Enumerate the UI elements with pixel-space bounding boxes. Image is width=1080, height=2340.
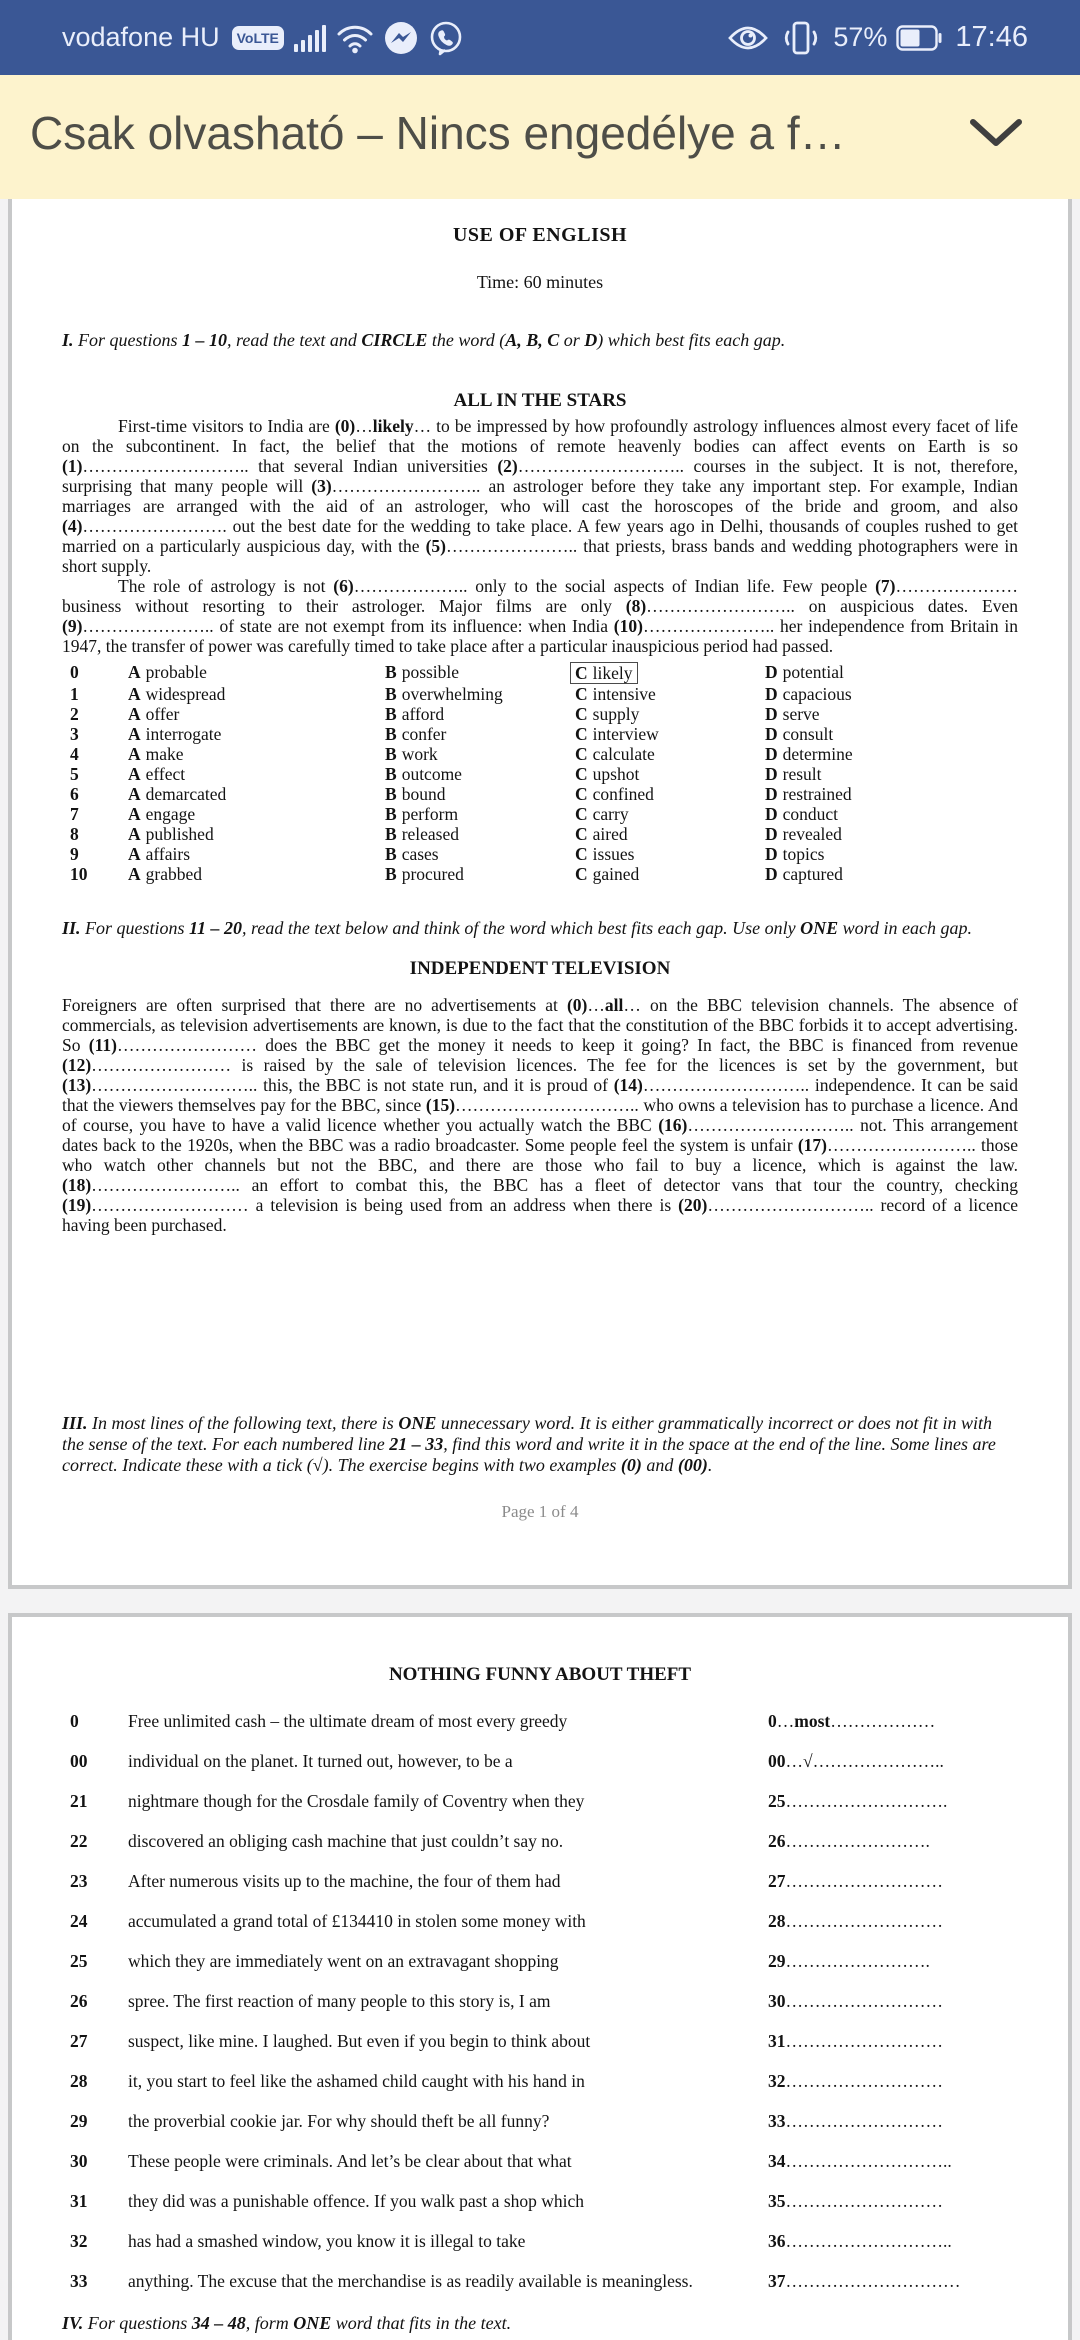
option-b[interactable] [385,864,575,884]
volte-badge: VoLTE [232,26,284,50]
gap-paragraph-2: The role of astrology is not (6)……………….. only to the social aspects of Indian life. Few people (7)………………… business without resorting to their astrologer. Major films are only (8)…………………….. on auspicious dates. Even (9)………………….. of state are not exempt from its influence: when India (10)………………….. her independence from Britain in 1947, the transfer of power was carefully timed to take place after a particular inauspicious period had passed. [62,576,1018,656]
option-word: result [782,764,822,784]
viber-icon [428,20,464,56]
option-letter: D [765,704,778,724]
line-text: has had a smashed window, you know it is illegal to take [128,2231,526,2251]
option-row [62,724,1018,744]
option-letter: C [575,684,588,704]
option-letter: A [128,704,141,724]
option-word: consult [782,724,834,744]
line-number: 32 [70,2231,88,2251]
option-word: likely [592,663,633,683]
option-d[interactable] [765,784,1018,804]
row-number: 1 [70,684,79,704]
option-word: grabbed [145,864,203,884]
section1-heading: ALL IN THE STARS [453,390,627,411]
option-d[interactable] [765,844,1018,864]
circled-answer [570,662,638,684]
option-d[interactable] [765,824,1018,844]
readonly-banner[interactable] [0,75,1080,199]
option-word: interrogate [145,724,222,744]
option-letter: D [765,684,778,704]
answer-blank[interactable]: 30……………………… [768,1991,943,2011]
line-text: After numerous visits up to the machine, the four of them had [128,1871,561,1891]
option-word: affairs [145,844,191,864]
row-number: 8 [70,824,79,844]
option-a[interactable] [128,744,385,764]
option-word: calculate [592,744,655,764]
option-word: carry [592,804,629,824]
option-letter: A [128,804,141,824]
exercise-row [62,1751,1018,1791]
answer-blank[interactable]: 35……………………… [768,2191,943,2211]
row-number: 9 [70,844,79,864]
exercise-row [62,1991,1018,2031]
line-text: individual on the planet. It turned out, however, to be a [128,1751,513,1771]
row-number: 2 [70,704,79,724]
option-word: demarcated [145,784,227,804]
line-number: 23 [70,1871,88,1891]
line-number: 33 [70,2271,88,2291]
document-page-1 [8,199,1072,1589]
option-letter: B [385,764,397,784]
option-word: upshot [592,764,640,784]
row-number: 10 [70,864,88,884]
messenger-icon [383,20,419,56]
line-text: spree. The first reaction of many people to this story is, I am [128,1991,551,2011]
battery-icon [896,25,942,51]
option-word: intensive [592,684,656,704]
row-number: 6 [70,784,79,804]
exercise-row [62,1951,1018,1991]
option-d[interactable] [765,864,1018,884]
option-d[interactable] [765,704,1018,724]
option-word: revealed [782,824,842,844]
line-number: 27 [70,2031,88,2051]
row-number: 7 [70,804,79,824]
option-letter: A [128,824,141,844]
option-word: perform [401,804,459,824]
exercise-row [62,1791,1018,1831]
option-letter: D [765,844,778,864]
line-number: 26 [70,1991,88,2011]
document-page-2 [8,1613,1072,2340]
option-c[interactable] [575,684,765,704]
option-word: procured [401,864,464,884]
option-d[interactable] [765,804,1018,824]
status-bar-right [727,20,1028,56]
signal-icon [293,22,327,54]
option-row [62,804,1018,824]
section2-instruction: II. For questions 11 – 20, read the text below and think of the word which best fits each gap. Use only ONE word in each gap. [62,918,972,938]
option-word: overwhelming [401,684,503,704]
eye-icon [727,23,769,53]
answer-blank[interactable]: 26……………………. [768,1831,930,1851]
clock: 17:46 [955,21,1028,53]
option-b[interactable] [385,724,575,744]
line-number: 00 [70,1751,88,1771]
option-word: outcome [401,764,462,784]
option-word: captured [782,864,843,884]
option-word: confer [401,724,447,744]
option-c-circled[interactable] [575,662,765,684]
option-word: work [401,744,438,764]
exercise-row [62,1831,1018,1871]
option-c[interactable] [575,724,765,744]
exercise-row [62,1871,1018,1911]
option-word: possible [401,662,460,682]
option-c[interactable] [575,704,765,724]
battery-percent: 57% [833,22,888,52]
line-text: it, you start to feel like the ashamed child caught with his hand in [128,2071,585,2091]
section1-instruction: I. For questions 1 – 10, read the text and CIRCLE the word (A, B, C or D) which best fits each gap. [62,330,786,350]
option-letter: B [385,844,397,864]
option-word: released [401,824,460,844]
option-letter: C [575,724,588,744]
option-letter: A [128,684,141,704]
option-b[interactable] [385,784,575,804]
option-word: conduct [782,804,839,824]
option-b[interactable] [385,684,575,704]
option-letter: C [575,804,588,824]
option-row [62,824,1018,844]
option-a[interactable] [128,784,385,804]
option-word: determine [782,744,853,764]
line-number: 0 [70,1711,79,1731]
option-letter: D [765,784,778,804]
option-letter: B [385,744,397,764]
option-letter: B [385,804,397,824]
option-letter: B [385,684,397,704]
option-d[interactable] [765,684,1018,704]
line-text: they did was a punishable offence. If you walk past a shop which [128,2191,585,2211]
line-text: discovered an obliging cash machine that just couldn’t say no. [128,1831,564,1851]
option-letter: C [575,864,588,884]
option-word: confined [592,784,654,804]
option-letter: B [385,724,397,744]
section3-heading: NOTHING FUNNY ABOUT THEFT [388,1664,692,1685]
line-text: the proverbial cookie jar. For why should theft be all funny? [128,2111,550,2131]
banner-title: Csak olvasható – Nincs engedélye a f… [30,107,846,159]
option-letter: D [765,804,778,824]
line-number: 22 [70,1831,88,1851]
option-letter: B [385,824,397,844]
option-word: cases [401,844,439,864]
option-word: afford [401,704,445,724]
line-number: 28 [70,2071,88,2091]
line-number: 29 [70,2111,88,2131]
vibrate-icon [778,20,824,56]
exercise-row [62,2071,1018,2111]
option-letter: B [385,704,397,724]
option-a[interactable] [128,824,385,844]
option-word: topics [782,844,825,864]
option-c[interactable] [575,804,765,824]
option-letter: C [575,663,588,683]
option-a[interactable] [128,844,385,864]
section4-instruction: IV. For questions 34 – 48, form ONE word that fits in the text. [62,2313,512,2333]
option-a[interactable] [128,864,385,884]
wifi-icon [336,22,374,54]
line-number: 21 [70,1791,88,1811]
option-b[interactable] [385,804,575,824]
answer-blank[interactable]: 25………………………. [768,1791,948,1811]
option-c[interactable] [575,784,765,804]
option-a[interactable] [128,684,385,704]
answer-blank[interactable]: 34……………………….. [768,2151,952,2171]
option-a[interactable] [128,662,385,684]
option-word: bound [401,784,446,804]
option-row [62,704,1018,724]
option-letter: B [385,784,397,804]
exercise-row [62,2151,1018,2191]
page1-content [12,225,1068,1522]
option-word: widespread [145,684,226,704]
option-letter: D [765,724,778,744]
option-c[interactable] [575,824,765,844]
option-a[interactable] [128,804,385,824]
option-b[interactable] [385,824,575,844]
option-d[interactable] [765,724,1018,744]
row-number: 3 [70,724,79,744]
row-number: 0 [70,662,79,682]
exercise-row [62,2231,1018,2271]
page-footer: Page 1 of 4 [501,1502,579,1521]
option-a[interactable] [128,724,385,744]
page2-content [12,1665,1068,2334]
option-d[interactable] [765,764,1018,784]
section2-heading: INDEPENDENT TELEVISION [409,958,671,979]
option-word: issues [592,844,635,864]
gap-paragraph-bbc: Foreigners are often surprised that there are no advertisements at (0)…all… on the BBC television channels. The absence of commercials, as television advertisements are known, is due to the fact that the constitution of the BBC forbids it to accept advertising. So (11)…………………… does the BBC get the money it needs to keep it going? In fact, the BBC is financed from revenue (12)…………………… is raised by the sale of television licences. The fee for the licences is set by the government, but (13)……………………….. this, the BBC is not state run, and it is proud of (14)……………………….. independence. It can be said that the viewers themselves pay for the BBC, since (15)………………………….. who owns a television has to purchase a licence. And of course, you have to have a valid licence whether you actually watch the BBC (16)……………………….. not. This arrangement dates back to the 1920s, when the BBC was a radio broadcaster. Some people feel the system is unfair (17)…………………….. those who watch other channels but not the BBC, and there are those who fail to buy a licence, which is against the law. (18)…………………….. an effort to combat this, the BBC has a fleet of detector vans that tour the country, checking (19)……………………… a television is being used from an address when there is (20)……………………….. record of a licence having been purchased. [62,995,1019,1235]
option-d[interactable] [765,744,1018,764]
line-number: 25 [70,1951,88,1971]
option-b[interactable] [385,744,575,764]
answer-blank[interactable]: 00…√………………….. [768,1751,944,1771]
option-a[interactable] [128,764,385,784]
answer-blank[interactable]: 31……………………… [768,2031,943,2051]
exercise-row [62,2031,1018,2071]
section3-instruction: III. In most lines of the following text, there is ONE unnecessary word. It is either grammatically incorrect or does not fit in with the sense of the text. For each numbered line 21 – 33, find this word and write it in the space at the end of the line. Some lines are correct. Indicate these with a tick (√). The exercise begins with two examples (0) and (00). [62,1413,996,1475]
option-a[interactable] [128,704,385,724]
option-letter: A [128,662,141,682]
answer-blank[interactable]: 0…most……………… [768,1711,936,1731]
line-text: anything. The excuse that the merchandise is as readily available is meaningless. [128,2271,693,2291]
exercise-row [62,2111,1018,2151]
option-word: interview [592,724,659,744]
option-letter: D [765,864,778,884]
option-letter: B [385,864,397,884]
line-number: 30 [70,2151,88,2171]
answer-blank[interactable]: 33……………………… [768,2111,943,2131]
line-text: These people were criminals. And let’s be clear about that what [128,2151,572,2171]
answer-blank[interactable]: 32……………………… [768,2071,943,2091]
time-limit: Time: 60 minutes [476,272,604,292]
line-text: Free unlimited cash – the ultimate dream of most every greedy [128,1711,568,1731]
gap-paragraph-1: First-time visitors to India are (0)…likely… to be impressed by how profoundly astrology influences almost every facet of life on the subcontinent. In fact, the belief that the motions of remote heavenly bodies can affect events on Earth is so (1)……………………….. that several Indian universities (2)……………………….. courses in the subject. It is not, therefore, surprising that many people will (3)…………………….. an astrologer before they take any important step. For example, Indian marriages are arranged with the aid of an astrologer, who will cast the horoscopes of the bride and groom, and also (4)……………………. out the best date for the wedding to take place. A few years ago in Delhi, thousands of couples rushed to get married on a particularly auspicious day, with the (5)………………….. that priests, brass bands and wedding photographers were in short supply. [62,416,1018,576]
option-row [62,864,1018,884]
line-text: nightmare though for the Crosdale family of Coventry when they [128,1791,585,1811]
answer-blank[interactable]: 29……………………. [768,1951,930,1971]
option-word: aired [592,824,628,844]
option-word: serve [782,704,820,724]
option-b[interactable] [385,844,575,864]
line-number: 24 [70,1911,88,1931]
option-word: supply [592,704,640,724]
option-letter: A [128,784,141,804]
options-table [62,662,1018,884]
answer-blank[interactable]: 36……………………….. [768,2231,952,2251]
option-letter: A [128,864,141,884]
status-bar [0,0,1080,75]
answer-blank[interactable]: 37………………………… [768,2271,961,2291]
exercise-table [62,1711,1018,2311]
option-letter: D [765,744,778,764]
option-letter: D [765,824,778,844]
option-row [62,744,1018,764]
option-letter: C [575,704,588,724]
chevron-down-icon[interactable] [970,118,1022,148]
line-text: accumulated a grand total of £134410 in stolen some money with [128,1911,586,1931]
option-b[interactable] [385,662,575,684]
option-row [62,784,1018,804]
option-b[interactable] [385,764,575,784]
option-letter: A [128,724,141,744]
option-d[interactable] [765,662,1018,684]
line-text: suspect, like mine. I laughed. But even if you begin to think about [128,2031,591,2051]
option-word: effect [145,764,186,784]
option-b[interactable] [385,704,575,724]
option-c[interactable] [575,844,765,864]
option-letter: A [128,744,141,764]
option-word: gained [592,864,640,884]
option-word: engage [145,804,196,824]
answer-blank[interactable]: 28……………………… [768,1911,943,1931]
option-c[interactable] [575,744,765,764]
option-letter: C [575,744,588,764]
option-letter: C [575,784,588,804]
row-number: 4 [70,744,79,764]
option-c[interactable] [575,764,765,784]
option-letter: A [128,764,141,784]
option-c[interactable] [575,864,765,884]
option-row [62,844,1018,864]
option-word: published [145,824,214,844]
status-bar-left [62,20,464,56]
line-text: which they are immediately went on an extravagant shopping [128,1951,559,1971]
answer-blank[interactable]: 27……………………… [768,1871,943,1891]
option-letter: C [575,824,588,844]
option-letter: C [575,844,588,864]
option-row [62,684,1018,704]
option-word: restrained [782,784,852,804]
exercise-row [62,1911,1018,1951]
exercise-row [62,2271,1018,2311]
line-number: 31 [70,2191,88,2211]
option-word: offer [145,704,180,724]
option-row [62,764,1018,784]
option-letter: B [385,662,397,682]
doc-title: USE OF ENGLISH [452,224,628,246]
option-word: make [145,744,184,764]
option-word: capacious [782,684,852,704]
option-row [62,662,1018,684]
option-letter: D [765,764,778,784]
exercise-row [62,1711,1018,1751]
option-letter: C [575,764,588,784]
option-word: probable [145,662,207,682]
option-word: potential [782,662,844,682]
option-letter: A [128,844,141,864]
exercise-row [62,2191,1018,2231]
carrier-label: vodafone HU [62,22,220,52]
row-number: 5 [70,764,79,784]
option-letter: D [765,662,778,682]
